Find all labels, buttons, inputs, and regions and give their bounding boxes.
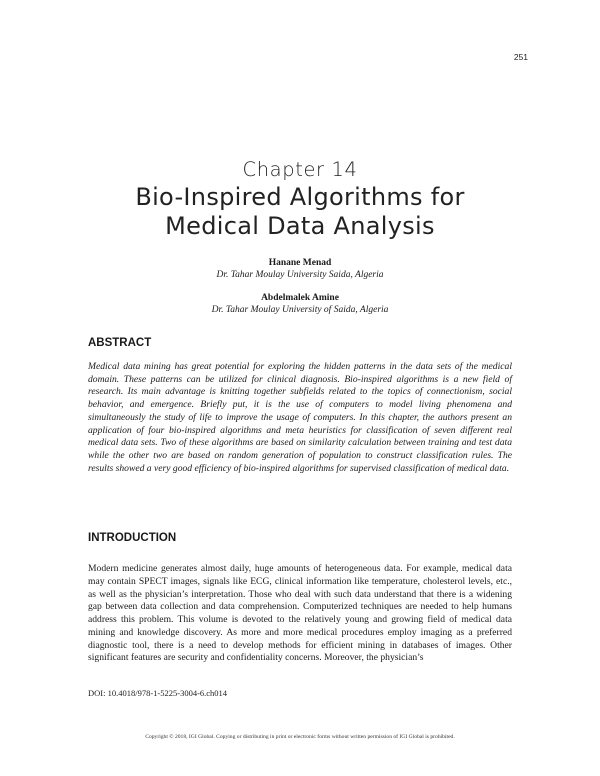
copyright-notice: Copyright © 2018, IGI Global. Copying or distributing in print or electronic forms without written permission of IGI Global is prohibited. [145, 734, 455, 740]
chapter-title [0, 183, 600, 241]
chapter-title-line-1: Bio-Inspired Algorithms for [135, 183, 465, 211]
introduction-heading: INTRODUCTION [88, 532, 177, 544]
chapter-title-line-2: Medical Data Analysis [165, 212, 435, 240]
chapter-label: Chapter 14 [242, 158, 358, 181]
doi: DOI: 10.4018/978-1-5225-3004-6.ch014 [88, 688, 228, 698]
author-affiliation: Dr. Tahar Moulay University Saida, Algeria [216, 270, 384, 280]
page-number: 251 [513, 52, 528, 62]
author-block-1 [0, 257, 600, 281]
author-affiliation: Dr. Tahar Moulay University of Saida, Algeria [211, 305, 389, 315]
author-block-2 [0, 292, 600, 316]
introduction-text: Modern medicine generates almost daily, huge amounts of heterogeneous data. For example, medical data may contain SPECT images, signals like ECG, clinical information like temperature, cholesterol levels, etc., as well as the physician’s interpretation. Those who deal with such data understand that there is a widening gap between data collection and data comprehension. Computerized techniques are needed to help humans address this problem. This volume is devoted to the relatively young and growing field of medical data mining and knowledge discovery. As more and more medical procedures employ imaging as a preferred diagnostic tool, there is a need to develop methods for efficient mining in databases of images. Other significant features are security and confidentiality concerns. Moreover, the physician’s [88, 563, 512, 664]
author-name: Abdelmalek Amine [261, 293, 339, 303]
abstract-heading: ABSTRACT [88, 337, 152, 349]
author-name: Hanane Menad [268, 258, 332, 268]
abstract-text: Medical data mining has great potential for exploring the hidden patterns in the data sets of the medical domain. These patterns can be utilized for clinical diagnosis. Bio-inspired algorithms is a new field of research. Its main advantage is knitting together subfields related to the topics of connectionism, social behavior, and emergence. Briefly put, it is the use of computers to model living phenomena and simultaneously the study of life to improve the usage of computers. In this chapter, the authors present an application of four bio-inspired algorithms and meta heuristics for classification of seven different real medical data sets. Two of these algorithms are based on similarity calculation between training and test data while the other two are based on random generation of population to construct classification rules. The results showed a very good efficiency of bio-inspired algorithms for supervised classification of medical data. [88, 361, 512, 474]
